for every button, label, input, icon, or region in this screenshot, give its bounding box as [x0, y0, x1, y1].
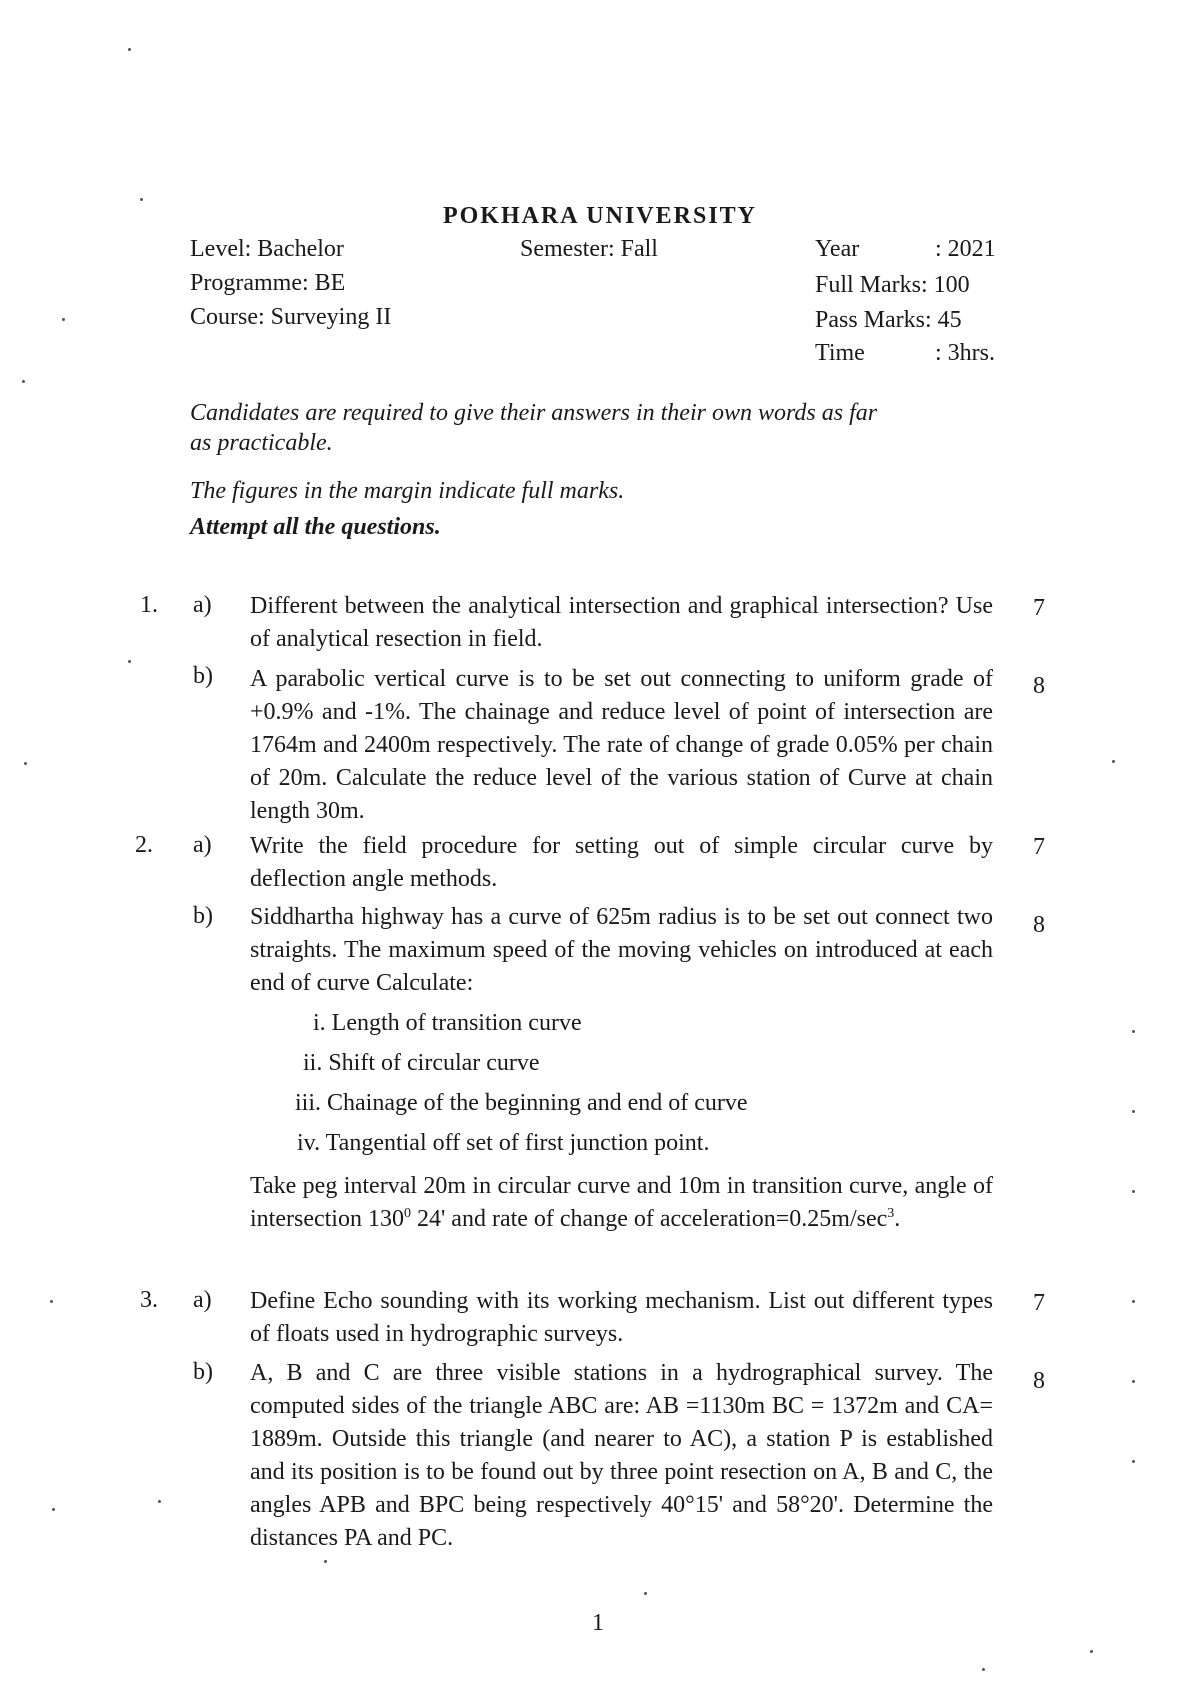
page-number: 1 — [592, 1610, 604, 1636]
question-3b-label: b) — [193, 1359, 213, 1385]
question-2b-marks: 8 — [1033, 912, 1045, 938]
scan-speck — [982, 1668, 985, 1671]
question-2a-marks: 7 — [1033, 834, 1045, 860]
year-value: : 2021 — [935, 236, 996, 262]
scan-speck — [1132, 1030, 1135, 1033]
scan-speck — [644, 1592, 647, 1595]
question-3a-text: Define Echo sounding with its working mechanism. List out different types of floats used in hydrographic surveys. — [250, 1288, 993, 1347]
scan-speck — [50, 1300, 53, 1303]
question-1a-text: Different between the analytical intersection and graphical intersection? Use of analytical resection in field. — [250, 593, 993, 652]
question-3a-marks: 7 — [1033, 1290, 1045, 1316]
scan-speck — [1132, 1460, 1135, 1463]
course-label: Course: Surveying II — [190, 304, 392, 330]
scan-speck — [52, 1508, 55, 1511]
scan-speck — [324, 1560, 327, 1563]
footer-text-middle: 24' and rate of change of acceleration=0.25m/sec — [410, 1206, 888, 1232]
question-3a-label: a) — [193, 1287, 212, 1313]
programme-label: Programme: BE — [190, 270, 346, 296]
pass-marks-label: Pass Marks: 45 — [815, 307, 962, 333]
scan-speck — [1132, 1300, 1135, 1303]
year-label: Year — [815, 236, 860, 262]
question-2b-text: Siddhartha highway has a curve of 625m radius is to be set out connect two straights. The maximum speed of the moving vehicles on introduced at each end of curve Calculate: — [250, 904, 993, 996]
question-1a-marks: 7 — [1033, 595, 1045, 621]
question-2a-label: a) — [193, 832, 212, 858]
scan-speck — [1112, 760, 1115, 763]
scan-speck — [1132, 1110, 1135, 1113]
question-2a-text: Write the field procedure for setting out of simple circular curve by deflection angle methods. — [250, 833, 993, 892]
scan-speck — [1132, 1190, 1135, 1193]
question-1a-label: a) — [193, 592, 212, 618]
level-label: Level: Bachelor — [190, 236, 344, 262]
question-2b-item-iii: iii. Chainage of the beginning and end of curve — [295, 1090, 748, 1116]
instruction-line-4: Attempt all the questions. — [190, 514, 441, 540]
footer-text-end: . — [894, 1206, 901, 1232]
question-3-number: 3. — [140, 1287, 158, 1313]
scan-speck — [158, 1500, 161, 1503]
question-2b-item-ii: ii. Shift of circular curve — [303, 1050, 540, 1076]
degree-superscript: 0 — [403, 1206, 411, 1221]
question-3b-text: A, B and C are three visible stations in a hydrographical survey. The computed sides of the triangle ABC are: AB =1130m BC = 1372m and CA= 1889m. Outside this triangle (and nearer to AC), a station P is established and its position is to be found out by three point resection on A, B and C, the angles APB and BPC being respectively 40°15' and 58°20'. Determine the distances PA and PC. — [250, 1360, 993, 1551]
question-1b-label: b) — [193, 663, 213, 689]
scan-speck — [140, 198, 143, 201]
question-1b-text: A parabolic vertical curve is to be set out connecting to uniform grade of +0.9% and -1%. The chainage and reduce level of point of intersection are 1764m and 2400m respectively. The rate of change of grade 0.05% per chain of 20m. Calculate the reduce level of the various station of Curve at chain length 30m. — [250, 666, 993, 824]
scan-speck — [22, 380, 25, 383]
semester-label: Semester: Fall — [520, 236, 658, 262]
scan-speck — [1090, 1650, 1093, 1653]
question-2b-footer-text — [250, 1170, 993, 1236]
question-2b-label: b) — [193, 903, 213, 929]
question-1b-marks: 8 — [1033, 673, 1045, 699]
question-2b-item-i: i. Length of transition curve — [313, 1010, 582, 1036]
time-label: Time — [815, 340, 865, 366]
instruction-line-2: as practicable. — [190, 430, 333, 456]
scan-speck — [24, 762, 27, 765]
scan-speck — [128, 48, 131, 51]
scan-speck — [62, 318, 65, 321]
scan-speck — [1132, 1380, 1135, 1383]
instruction-line-3: The figures in the margin indicate full marks. — [190, 478, 625, 504]
full-marks-label: Full Marks: 100 — [815, 272, 970, 298]
question-3b-marks: 8 — [1033, 1368, 1045, 1394]
scan-speck — [128, 660, 131, 663]
university-title: POKHARA UNIVERSITY — [442, 203, 758, 229]
question-2-number: 2. — [135, 832, 153, 858]
time-value: : 3hrs. — [935, 340, 995, 366]
cube-superscript: 3 — [887, 1206, 895, 1221]
question-1-number: 1. — [140, 592, 158, 618]
instruction-line-1: Candidates are required to give their answers in their own words as far — [190, 400, 878, 426]
footer-text-start: Take peg interval 20m in circular curve and 10m in transition curve, angle of intersection 130 — [250, 1173, 993, 1232]
question-2b-item-iv: iv. Tangential off set of first junction point. — [297, 1130, 710, 1156]
